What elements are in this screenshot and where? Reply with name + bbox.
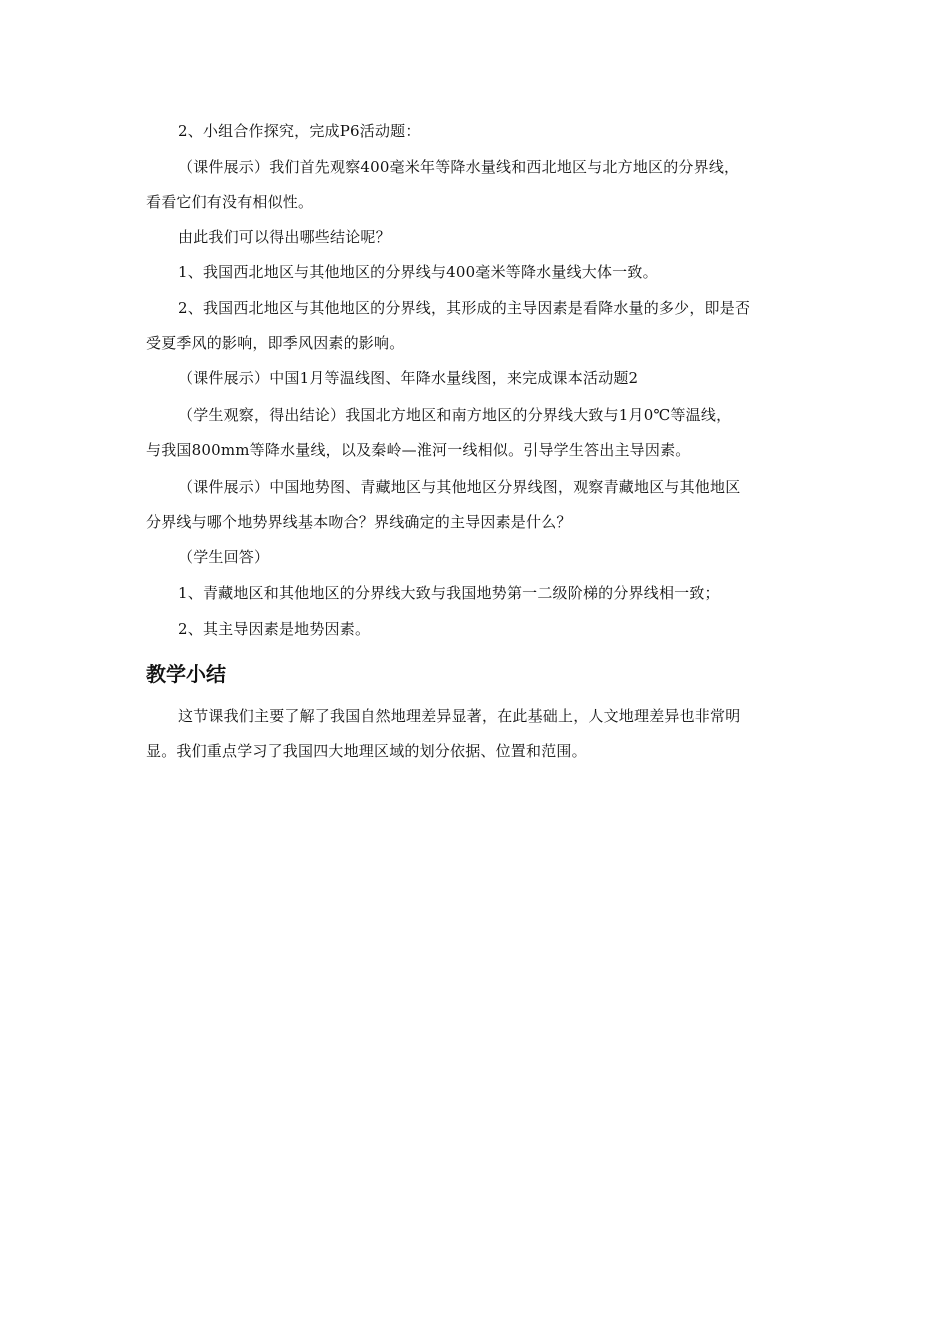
- paragraph-student-answer: （学生回答）: [178, 548, 270, 566]
- paragraph-courseware-3-line-1: （课件展示）中国地势图、青藏地区与其他地区分界线图，观察青藏地区与其他地区: [178, 478, 741, 496]
- paragraph-courseware-1-line-1: （课件展示）我们首先观察400毫米年等降水量线和西北地区与北方地区的分界线，: [178, 158, 740, 176]
- paragraph-answer-2: 2、其主导因素是地势因素。: [178, 620, 371, 638]
- section-heading: 教学小结: [146, 662, 226, 686]
- paragraph-observation-line-1: （学生观察，得出结论）我国北方地区和南方地区的分界线大致与1月0℃等温线，: [178, 406, 732, 424]
- paragraph-conclusion-2-line-1: 2、我国西北地区与其他地区的分界线，其形成的主导因素是看降水量的多少，即是否: [178, 299, 751, 317]
- paragraph-courseware-2: （课件展示）中国1月等温线图、年降水量线图，来完成课本活动题2: [178, 369, 639, 387]
- paragraph-courseware-3-line-2: 分界线与哪个地势界线基本吻合？界线确定的主导因素是什么？: [146, 513, 572, 531]
- paragraph-conclusion-1: 1、我国西北地区与其他地区的分界线与400毫米等降水量线大体一致。: [178, 263, 658, 281]
- paragraph-courseware-1-line-2: 看看它们有没有相似性。: [146, 193, 314, 211]
- paragraph-conclusion-2-line-2: 受夏季风的影响，即季风因素的影响。: [146, 334, 405, 352]
- paragraph-observation-line-2: 与我国800mm等降水量线，以及秦岭—淮河一线相似。引导学生答出主导因素。: [146, 441, 691, 459]
- paragraph-group-task: 2、小组合作探究，完成P6活动题：: [178, 122, 421, 140]
- summary-line-1: 这节课我们主要了解了我国自然地理差异显著，在此基础上，人文地理差异也非常明: [178, 707, 741, 725]
- paragraph-question: 由此我们可以得出哪些结论呢？: [178, 228, 391, 246]
- summary-line-2: 显。我们重点学习了我国四大地理区域的划分依据、位置和范围。: [146, 742, 587, 760]
- paragraph-answer-1: 1、青藏地区和其他地区的分界线大致与我国地势第一二级阶梯的分界线相一致；: [178, 584, 720, 602]
